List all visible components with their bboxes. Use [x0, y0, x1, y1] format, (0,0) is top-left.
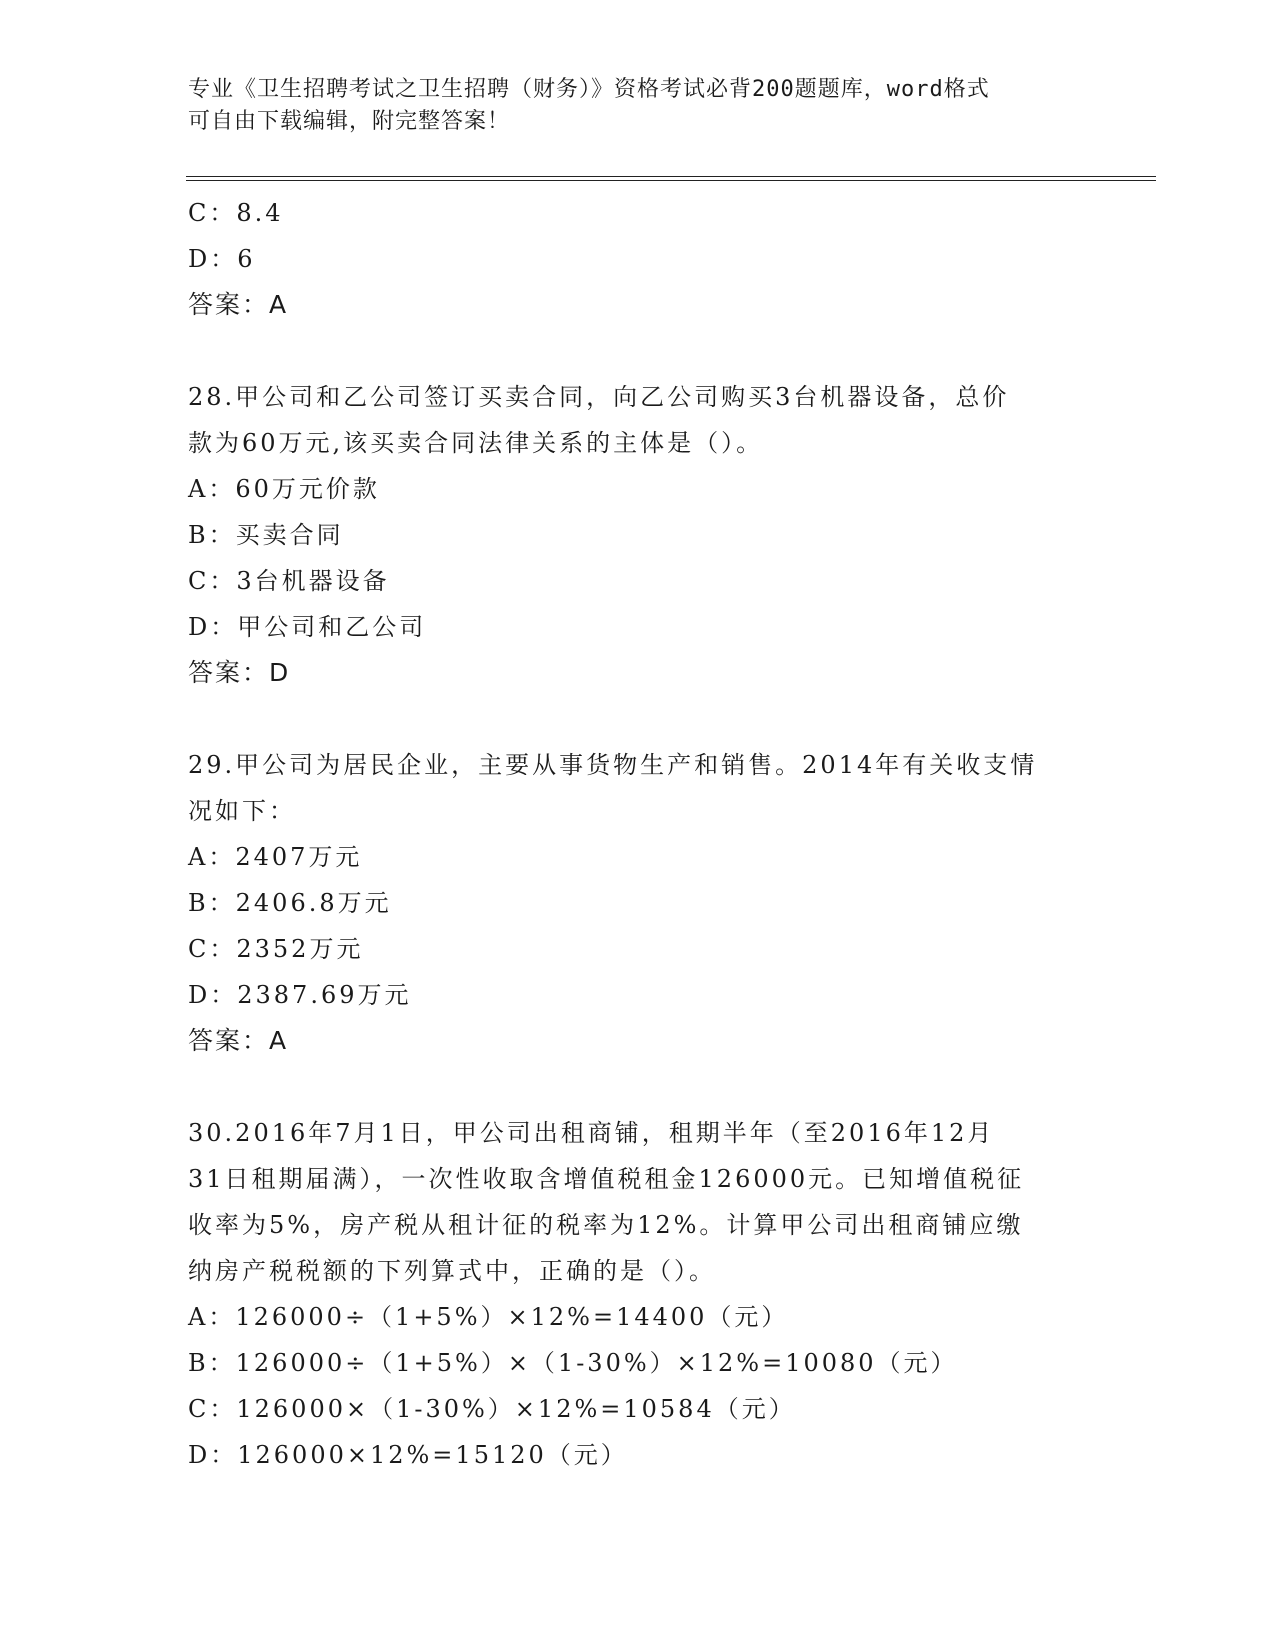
question-stem-line: 29.甲公司为居民企业，主要从事货物生产和销售。2014年有关收支情 — [188, 751, 1038, 779]
question-list — [188, 190, 1088, 1478]
question-stem-line: 收率为5%，房产税从租计征的税率为12%。计算甲公司出租商铺应缴 — [188, 1211, 1024, 1239]
option-d: D：甲公司和乙公司 — [188, 613, 427, 641]
question-stem-line: 28.甲公司和乙公司签订买卖合同，向乙公司购买3台机器设备，总价 — [188, 383, 1010, 411]
answer-line: 答案：A — [188, 290, 289, 319]
option-d: D：6 — [188, 245, 256, 273]
question-30 — [188, 1110, 1088, 1478]
option-d: D：2387.69万元 — [188, 981, 412, 1009]
option-d: D：126000×12%=15120（元） — [188, 1441, 628, 1469]
header-title-line-1: 专业《卫生招聘考试之卫生招聘（财务）》资格考试必背200题题库，word格式 — [188, 77, 990, 102]
option-a: A：60万元价款 — [188, 475, 380, 503]
question-stem-line: 31日租期届满），一次性收取含增值税租金126000元。已知增值税征 — [188, 1165, 1025, 1193]
question-stem-line: 款为60万元,该买卖合同法律关系的主体是（）。 — [188, 429, 764, 457]
option-c: C：8.4 — [188, 199, 284, 227]
option-a: A：126000÷（1+5%）×12%=14400（元） — [188, 1303, 789, 1331]
option-a: A：2407万元 — [188, 843, 363, 871]
header-title-line-2: 可自由下载编辑，附完整答案！ — [188, 109, 511, 134]
question-28 — [188, 374, 1088, 696]
option-b: B：买卖合同 — [188, 521, 344, 549]
question-29 — [188, 742, 1088, 1064]
question-stem-line: 况如下： — [188, 797, 296, 825]
option-b: B：126000÷（1+5%）×（1-30%）×12%=10080（元） — [188, 1349, 958, 1377]
answer-line: 答案：A — [188, 1026, 289, 1055]
answer-line: 答案：D — [188, 658, 291, 687]
option-b: B：2406.8万元 — [188, 889, 392, 917]
question-stem-line: 纳房产税税额的下列算式中，正确的是（）。 — [188, 1257, 716, 1285]
option-c: C：126000×（1-30%）×12%=10584（元） — [188, 1395, 796, 1423]
question-stem-line: 30.2016年7月1日，甲公司出租商铺，租期半年（至2016年12月 — [188, 1119, 995, 1147]
question-27-tail — [188, 190, 1088, 328]
option-c: C：2352万元 — [188, 935, 364, 963]
header-divider — [186, 176, 1156, 181]
page-header — [188, 74, 1068, 138]
option-c: C：3台机器设备 — [188, 567, 390, 595]
